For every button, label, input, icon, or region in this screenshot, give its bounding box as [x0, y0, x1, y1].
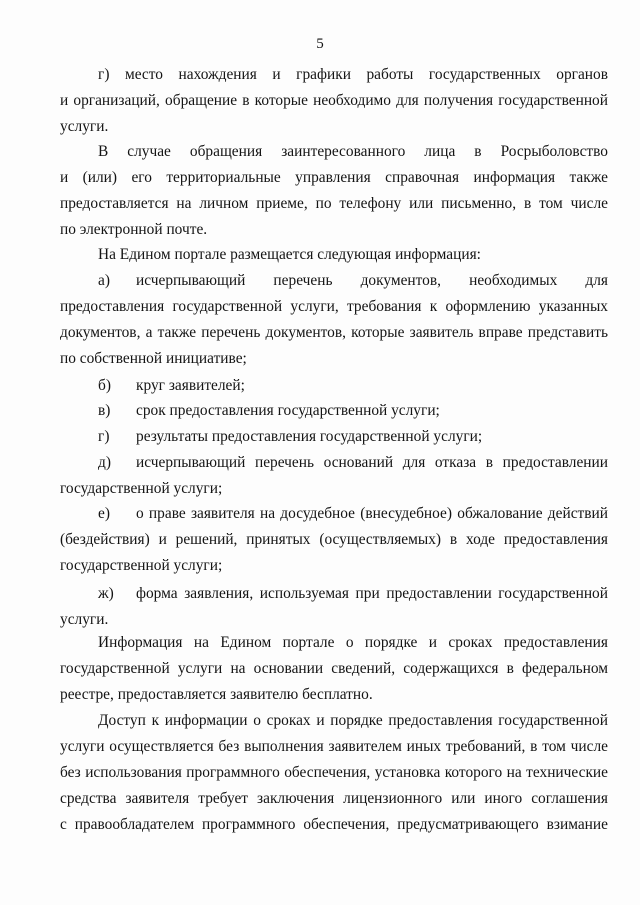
- list-item: [60, 581, 608, 633]
- text-line: На Едином портале размещается следующая информация:: [98, 246, 481, 263]
- list-item: [60, 373, 608, 399]
- text-line: форма заявления, используемая при предоставлении государственной: [136, 585, 608, 602]
- text-line: реестре, предоставляется заявителю бесплатно.: [60, 686, 373, 703]
- list-marker: а): [98, 272, 110, 289]
- list-item: [60, 398, 608, 424]
- text-line: государственной услуги;: [60, 480, 223, 497]
- list-marker: г): [98, 428, 110, 445]
- text-line: срок предоставления государственной услуги;: [136, 402, 440, 419]
- text-line: Информация на Едином портале о порядке и сроках предоставления: [98, 634, 608, 651]
- text-line: государственной услуги на основании сведений, содержащихся в федеральном: [60, 660, 608, 677]
- list-marker: ж): [98, 585, 114, 602]
- text-line: предоставления государственной услуги, требования к оформлению указанных: [60, 298, 608, 315]
- page-number: 5: [316, 36, 324, 52]
- text-line: с правообладателем программного обеспечения, предусматривающего взимание: [60, 816, 608, 833]
- text-line: Доступ к информации о сроках и порядке предоставления государственной: [98, 712, 608, 729]
- paragraph-reference-info: [60, 139, 608, 243]
- text-line: услуги.: [60, 611, 109, 628]
- text-line: (бездействия) и решений, принятых (осуществляемых) в ходе предоставления: [60, 531, 608, 548]
- text-line: по электронной почте.: [60, 221, 208, 238]
- text-line: и (или) его территориальные управления справочная информация также: [60, 169, 608, 186]
- list-marker: е): [98, 505, 110, 522]
- text-line: исчерпывающий перечень документов, необходимых для: [136, 272, 608, 289]
- text-line: без использования программного обеспечения, установка которого на технические: [60, 764, 608, 781]
- list-marker: б): [98, 377, 111, 394]
- text-line: круг заявителей;: [136, 377, 245, 394]
- paragraph-portal-intro: [60, 242, 608, 268]
- text-line: услуги осуществляется без выполнения заявителем иных требований, в том числе: [60, 738, 608, 755]
- list-item: [60, 268, 608, 372]
- text-line: услуги.: [60, 118, 109, 135]
- text-line: государственной услуги;: [60, 557, 223, 574]
- text-line: документов, а также перечень документов, которые заявитель вправе представить: [60, 324, 608, 341]
- text-line: результаты предоставления государственной услуги;: [136, 428, 483, 445]
- paragraph-free-info: [60, 630, 608, 708]
- text-line: по собственной инициативе;: [60, 350, 247, 367]
- list-marker: в): [98, 402, 111, 419]
- list-item: [60, 424, 608, 450]
- text-line: средства заявителя требует заключения лицензионного или иного соглашения: [60, 790, 608, 807]
- paragraph-access-info: [60, 708, 608, 838]
- text-line: и организаций, обращение в которые необходимо для получения государственной: [60, 92, 608, 109]
- paragraph-location-schedule: [60, 62, 608, 140]
- list-item: [60, 501, 608, 579]
- text-line: В случае обращения заинтересованного лица в Росрыболовство: [98, 143, 608, 160]
- list-item: [60, 450, 608, 502]
- list-marker: д): [98, 454, 111, 471]
- text-line: г) место нахождения и графики работы государственных органов: [98, 66, 608, 83]
- text-line: предоставляется на личном приеме, по телефону или письменно, в том числе: [60, 195, 608, 212]
- text-line: исчерпывающий перечень оснований для отказа в предоставлении: [136, 454, 608, 471]
- text-line: о праве заявителя на досудебное (внесудебное) обжалование действий: [136, 505, 608, 522]
